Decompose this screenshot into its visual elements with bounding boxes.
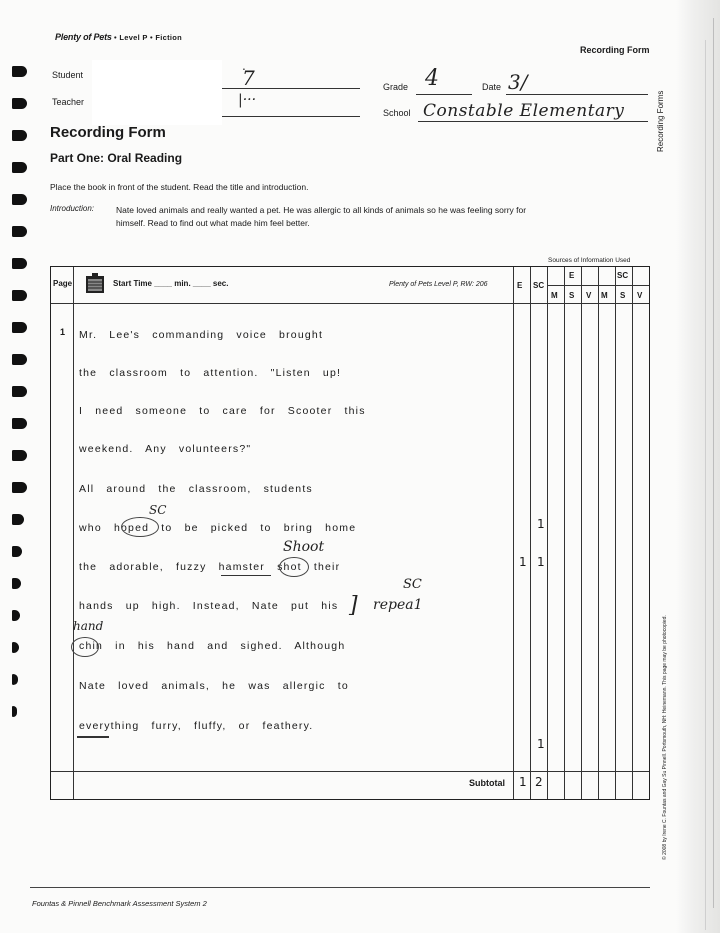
teacher-label: Teacher [52,97,85,107]
text-line: the classroom to attention. "Listen up! [79,367,342,379]
e-col-header: E [517,281,523,290]
school-line [418,121,648,122]
date-label: Date [482,82,502,92]
msv-s: S [620,291,626,300]
subtotal-e: 1 [519,775,527,789]
subtotal-divider [51,771,649,772]
redaction-box [92,60,222,125]
repeat-annotation: repea1 [373,597,423,613]
sc-tally: 1 [537,737,545,751]
text-line: everything furry, fluffy, or feathery. [79,720,314,732]
book-header: Plenty of Pets • Level P • Fiction [55,32,183,42]
circle-mark [279,557,309,577]
start-time: Start Time ____ min. ____ sec. [113,279,229,288]
book-reference: Plenty of Pets Level P, RW: 206 [389,281,488,288]
circle-mark [121,517,159,537]
side-label: Recording Forms [656,90,665,152]
subtotal-sc: 2 [535,775,543,789]
e-tally: 1 [519,555,527,569]
substitution-annotation: hand [73,619,104,633]
text-line: who hoped to be picked to bring home [79,522,357,534]
stopwatch-icon [84,273,106,295]
col-divider [547,267,548,799]
form-title: Recording Form [50,124,166,141]
text-line: the adorable, fuzzy hamster shot their [79,561,341,573]
text-line: hands up high. Instead, Nate put his [79,600,339,612]
sources-sc-header: SC [617,271,629,280]
text-line: chin in his hand and sighed. Although [79,640,346,652]
book-level: Level P [119,33,148,42]
instructions: Place the book in front of the student. Read the title and introduction. [50,182,309,192]
copyright-note: © 2008 by Irene C. Fountas and Gay Su Pinnell. Portsmouth, NH: Heinemann. This page may be photocopied. [662,615,668,860]
text-line: I need someone to care for Scooter this [79,405,366,417]
grade-line [416,94,472,95]
col-divider [513,267,514,799]
col-divider [530,267,531,799]
msv-m: M [551,291,558,300]
msv-m: M [601,291,608,300]
msv-s: S [569,291,575,300]
school-value: Constable Elementary [423,101,625,121]
msv-v: V [637,291,643,300]
msv-v: V [586,291,592,300]
grade-value: 4 [425,66,439,91]
book-title: Plenty of Pets [55,32,112,42]
oral-reading-table [50,266,650,800]
sc-annotation: SC [149,503,167,517]
text-line: Nate loved animals, he was allergic to [79,680,349,692]
student-label: Student [52,70,84,80]
page-number: 1 [60,327,66,337]
col-divider [564,267,565,799]
book-genre: Fiction [155,33,183,42]
text-line: All around the classroom, students [79,483,313,495]
header-divider [51,303,649,304]
page-edge-line [705,40,706,930]
teacher-handwriting: |··· [238,92,257,108]
intro-label: Introduction: [50,204,95,213]
col-divider [615,267,616,799]
footer-rule [30,887,650,888]
sources-label: Sources of Information Used [548,257,631,264]
col-divider [581,267,582,799]
sc-col-header: SC [533,281,545,290]
intro-text: Nate loved animals and really wanted a pet. He was allergic to all kinds of animals so he was feeling sorry for himself. Read to find out what made him feel better. [116,205,527,228]
student-handwriting: ׄ7 [242,66,255,90]
text-line: Mr. Lee's commanding voice brought [79,329,324,341]
grade-label: Grade [383,82,409,92]
col-divider [632,267,633,799]
col-divider [598,267,599,799]
text-line: weekend. Any volunteers?" [79,443,252,455]
school-label: School [383,108,411,118]
date-value: 3/ [508,70,528,94]
bracket-mark: ] [349,593,358,618]
binder-holes [6,58,32,758]
group-divider [547,285,649,286]
underline-mark [221,575,271,576]
page-edge-line [713,18,714,908]
sc-tally: 1 [537,517,545,531]
form-label: Recording Form [580,45,650,55]
circle-mark [71,637,99,657]
footer-text: Fountas & Pinnell Benchmark Assessment System 2 [32,899,207,908]
sc-annotation: SC [403,577,422,592]
subtotal-label: Subtotal [469,778,505,788]
sources-e-header: E [569,271,575,280]
date-line [506,94,648,95]
col-divider [73,267,74,799]
page-col-header: Page [53,279,73,288]
underline-mark [77,736,109,738]
substitution-annotation: Shoot [283,539,325,555]
sc-tally: 1 [537,555,545,569]
form-part: Part One: Oral Reading [50,151,183,165]
